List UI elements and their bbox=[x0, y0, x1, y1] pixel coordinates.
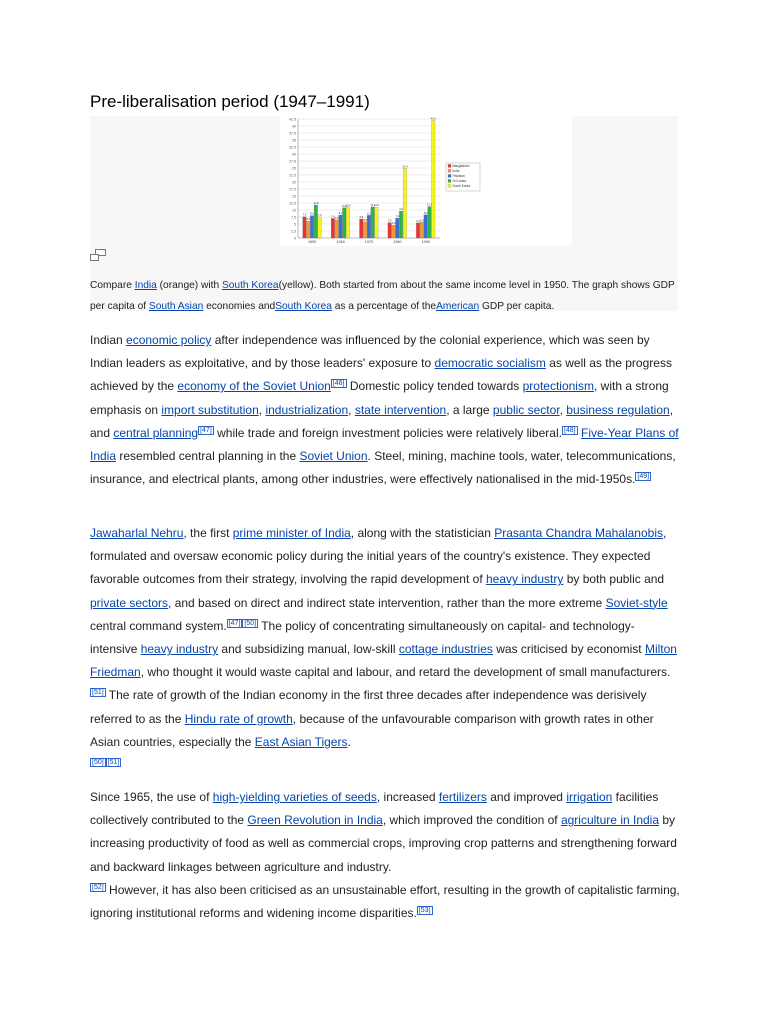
legend-swatch-0 bbox=[448, 164, 451, 167]
link-irrigation[interactable]: irrigation bbox=[566, 790, 613, 804]
data-label-1980-0: 5.5 bbox=[387, 219, 392, 223]
x-tick-label-1950: 1950 bbox=[307, 240, 317, 244]
bar-1970-pakistan bbox=[367, 215, 371, 238]
y-tick-label-5: 12.5 bbox=[289, 201, 296, 206]
paragraph-economic-policy: Indian economic policy after independence was influenced by the colonial experience, which was seen by Indian leaders as exploitative, and by those leaders' exposure to democratic socialism as well as the progress achieved by the economy of the Soviet Union [46] Domestic policy tended towards protectionism, with a strong emphasis on import substitution, industrialization, state intervention, a large public sector, business regulation, and central planning [47] while trade and foreign investment policies were relatively liberal. [48] Five-Year Plans of India resembled central planning in the Soviet Union. Steel, mining, machine tools, water, telecommunications, insurance, and electrical plants, among other industries, were effectively nationalised in the mid-1950s. [49] bbox=[90, 333, 679, 487]
citation-51[interactable]: [51] bbox=[92, 689, 104, 697]
link-heavy-industry[interactable]: heavy industry bbox=[485, 572, 564, 587]
bar-1950-south-korea bbox=[318, 217, 322, 238]
data-label-1950-2: 8.0 bbox=[310, 212, 315, 216]
bar-1970-sri-lanka bbox=[371, 207, 375, 238]
y-tick-label-2: 5 bbox=[294, 222, 296, 227]
data-label-1980-4: 24.9 bbox=[402, 165, 408, 169]
link-five-year-plans[interactable]: Five-Year Plans of India bbox=[90, 425, 679, 464]
data-label-1970-0: 6.8 bbox=[359, 215, 364, 219]
citation-52[interactable]: [52] bbox=[92, 883, 104, 891]
legend-swatch-2 bbox=[448, 174, 451, 177]
data-label-1980-3: 9.6 bbox=[399, 208, 404, 212]
bar-1950-pakistan bbox=[310, 216, 314, 238]
data-label-1970-2: 8.1 bbox=[367, 212, 371, 216]
y-tick-label-3: 7.5 bbox=[291, 215, 296, 220]
link-cottage-industries[interactable]: cottage industries bbox=[398, 642, 493, 657]
figure-caption: Compare India (orange) with South Korea(yellow). Both started from about the same income level in 1950. The graph shows GDP per capita of South Asian economies andSouth Korea as a percentage of theAmerican GDP per capita. bbox=[90, 280, 675, 312]
data-label-1960-1: 6.5 bbox=[334, 216, 339, 220]
y-tick-label-17: 42.5 bbox=[289, 117, 296, 122]
link-economy-soviet-union[interactable]: economy of the Soviet Union bbox=[177, 379, 331, 394]
section-heading: Pre-liberalisation period (1947–1991) bbox=[90, 92, 370, 111]
y-tick-label-0: 0 bbox=[294, 236, 296, 241]
link-private-sectors[interactable]: private sectors bbox=[90, 595, 169, 610]
bar-1990-india bbox=[420, 222, 424, 238]
legend-label-3: Sri Lanka bbox=[452, 179, 466, 183]
legend-label-2: Pakistan bbox=[452, 174, 465, 178]
link-mahalanobis[interactable]: Prasanta Chandra Mahalanobis bbox=[494, 526, 663, 540]
y-tick-label-7: 17.5 bbox=[289, 187, 296, 192]
data-label-1980-1: 4.6 bbox=[391, 222, 396, 226]
bar-1990-sri-lanka bbox=[428, 207, 432, 238]
data-label-1960-4: 10.9 bbox=[345, 204, 351, 208]
y-tick-label-4: 10 bbox=[292, 208, 296, 213]
link-prime-minister-india[interactable]: prime minister of India bbox=[232, 526, 351, 540]
y-tick-label-12: 30 bbox=[292, 152, 296, 157]
data-label-1960-0: 7.0 bbox=[331, 215, 335, 219]
citation-47[interactable]: [47] bbox=[200, 426, 212, 434]
citation-48[interactable]: [48] bbox=[563, 426, 576, 434]
data-label-1990-3: 11.2 bbox=[427, 203, 433, 207]
link-state-intervention[interactable]: state intervention bbox=[354, 402, 447, 417]
legend-swatch-3 bbox=[448, 179, 451, 182]
bar-1970-south-korea bbox=[375, 207, 379, 238]
bar-1970-india bbox=[363, 222, 367, 238]
bar-1960-bangladesh bbox=[331, 218, 335, 238]
citation-50b[interactable]: [50] bbox=[92, 759, 104, 767]
bar-1980-pakistan bbox=[396, 218, 400, 238]
citation-50[interactable]: [50] bbox=[244, 619, 257, 627]
citation-53[interactable]: [53] bbox=[418, 907, 431, 915]
bar-1960-sri-lanka bbox=[343, 208, 347, 238]
chart-legend bbox=[446, 163, 480, 191]
y-tick-label-10: 25 bbox=[292, 166, 296, 171]
link-industrialization[interactable]: industrialization bbox=[265, 402, 349, 417]
data-label-1950-0: 7.6 bbox=[302, 213, 307, 217]
data-label-1990-0: 5.4 bbox=[416, 219, 421, 223]
data-label-1980-2: 7.1 bbox=[395, 215, 400, 219]
link-india[interactable]: India bbox=[134, 280, 157, 291]
y-tick-label-8: 20 bbox=[292, 180, 296, 185]
data-label-1960-3: 10.8 bbox=[341, 204, 347, 208]
x-tick-label-1980: 1980 bbox=[393, 240, 402, 244]
link-high-yielding-seeds[interactable]: high-yielding varieties of seeds bbox=[212, 790, 377, 804]
y-tick-label-1: 2.5 bbox=[291, 229, 296, 234]
bar-1960-pakistan bbox=[339, 215, 343, 238]
bar-1980-south-korea bbox=[403, 168, 407, 238]
y-tick-label-11: 27.5 bbox=[289, 159, 296, 164]
bar-1990-pakistan bbox=[424, 215, 428, 238]
y-tick-label-14: 35 bbox=[292, 138, 296, 143]
link-milton-friedman[interactable]: Milton Friedman bbox=[90, 642, 677, 680]
link-american[interactable]: American bbox=[436, 301, 480, 312]
link-protectionism[interactable]: protectionism bbox=[522, 379, 594, 394]
x-tick-label-1990: 1990 bbox=[421, 240, 431, 244]
bar-1950-india bbox=[307, 221, 311, 238]
x-tick-label-1970: 1970 bbox=[364, 240, 374, 244]
bar-1970-bangladesh bbox=[360, 219, 364, 238]
bar-1980-india bbox=[392, 225, 396, 238]
bar-1960-south-korea bbox=[346, 207, 350, 238]
legend-label-0: Bangladesh bbox=[452, 164, 470, 168]
data-label-1990-1: 5.6 bbox=[420, 219, 424, 223]
legend-label-1: India bbox=[452, 169, 460, 173]
y-tick-label-13: 32.5 bbox=[289, 145, 296, 150]
data-label-1950-4: 7.5 bbox=[317, 214, 322, 217]
link-south-korea-2[interactable]: South Korea bbox=[275, 301, 332, 312]
link-fertilizers[interactable]: fertilizers bbox=[438, 790, 487, 804]
link-south-asian[interactable]: South Asian bbox=[148, 301, 204, 312]
y-tick-label-16: 40 bbox=[292, 124, 296, 129]
link-import-substitution[interactable]: import substitution bbox=[161, 402, 259, 417]
link-democratic-socialism[interactable]: democratic socialism bbox=[434, 356, 546, 371]
y-tick-label-6: 15 bbox=[292, 194, 296, 199]
link-business-regulation[interactable]: business regulation bbox=[566, 402, 670, 417]
link-soviet-style[interactable]: Soviet-style bbox=[605, 595, 668, 610]
data-label-1970-4: 11.0 bbox=[374, 204, 380, 208]
x-tick-label-1960: 1960 bbox=[336, 240, 345, 244]
magnify-clip-icon[interactable] bbox=[90, 249, 106, 261]
data-label-1990-4: 42.0 bbox=[430, 117, 436, 121]
paragraph-nehru-mahalanobis: Jawaharlal Nehru, the first prime minister of India, along with the statistician Prasanta Chandra Mahalanobis, formulated and oversaw economic policy during the initial years of the country's existence. They expected favorable outcomes from their strategy, involving the rapid development of heavy industry by both public and private sectors, and based on direct and indirect state intervention, rather than the more extreme Soviet-style central command system. [47] [50] The policy of concentrating simultaneously on capital- and technology-intensive heavy industry and subsidizing manual, low-skill cottage industries was criticised by economist Milton Friedman, who thought it would waste capital and labour, and retard the development of small manufacturers.[51] The rate of growth of the Indian economy in the first three decades after independence was derisively referred to as the Hindu rate of growth, because of the unfavourable comparison with growth rates in other Asian countries, especially the East Asian Tigers. [50] [51] bbox=[90, 526, 677, 767]
link-agriculture-india[interactable]: agriculture in India bbox=[560, 813, 660, 828]
legend-swatch-4 bbox=[448, 184, 451, 187]
data-label-1960-2: 8.2 bbox=[338, 212, 343, 216]
figure-thumbnail bbox=[90, 116, 678, 311]
link-south-korea[interactable]: South Korea bbox=[221, 280, 279, 291]
gdp-bar-chart[interactable] bbox=[280, 116, 572, 246]
data-label-1950-1: 6.0 bbox=[306, 218, 311, 222]
data-label-1970-1: 5.8 bbox=[363, 218, 368, 222]
link-green-revolution[interactable]: Green Revolution in India bbox=[247, 813, 383, 828]
y-tick-label-15: 37.5 bbox=[289, 131, 296, 136]
citation-46[interactable]: [46] bbox=[332, 380, 345, 388]
link-jawaharlal-nehru[interactable]: Jawaharlal Nehru bbox=[90, 526, 184, 540]
link-soviet-union[interactable]: Soviet Union bbox=[299, 449, 368, 464]
bar-1990-bangladesh bbox=[416, 223, 420, 238]
y-tick-label-9: 22.5 bbox=[289, 173, 296, 178]
data-label-1970-3: 11.1 bbox=[370, 203, 376, 207]
bar-1950-sri-lanka bbox=[314, 205, 318, 238]
citation-49[interactable]: [49] bbox=[637, 473, 650, 481]
citation-47b[interactable]: [47] bbox=[228, 619, 241, 627]
link-public-sector[interactable]: public sector bbox=[492, 402, 560, 417]
bar-1990-south-korea bbox=[432, 120, 436, 238]
link-economic-policy[interactable]: economic policy bbox=[126, 333, 212, 347]
legend-swatch-1 bbox=[448, 169, 451, 172]
link-hindu-rate-of-growth[interactable]: Hindu rate of growth bbox=[184, 711, 293, 726]
citation-51b[interactable]: [51] bbox=[107, 759, 120, 767]
data-label-1990-2: 8.3 bbox=[423, 211, 428, 215]
bar-1980-sri-lanka bbox=[399, 211, 403, 238]
link-central-planning[interactable]: central planning bbox=[113, 425, 199, 440]
legend-label-4: South Korea bbox=[452, 184, 471, 188]
paragraph-green-revolution: Since 1965, the use of high-yielding varieties of seeds, increased fertilizers and improved irrigation facilities collectively contributed to the Green Revolution in India, which improved the condition of agriculture in India by increasing productivity of food as well as commercial crops, improving crop patterns and strengthening forward and backward linkages between agriculture and industry. [52] However, it has also been criticised as an unsustainable effort, resulting in the growth of capitalistic farming, ignoring institutional reforms and widening income disparities. [53] bbox=[90, 790, 680, 921]
bar-1960-india bbox=[335, 220, 339, 238]
link-east-asian-tigers[interactable]: East Asian Tigers bbox=[254, 734, 348, 749]
link-heavy-industry-2[interactable]: heavy industry bbox=[140, 642, 219, 657]
data-label-1950-3: 11.8 bbox=[313, 201, 319, 205]
